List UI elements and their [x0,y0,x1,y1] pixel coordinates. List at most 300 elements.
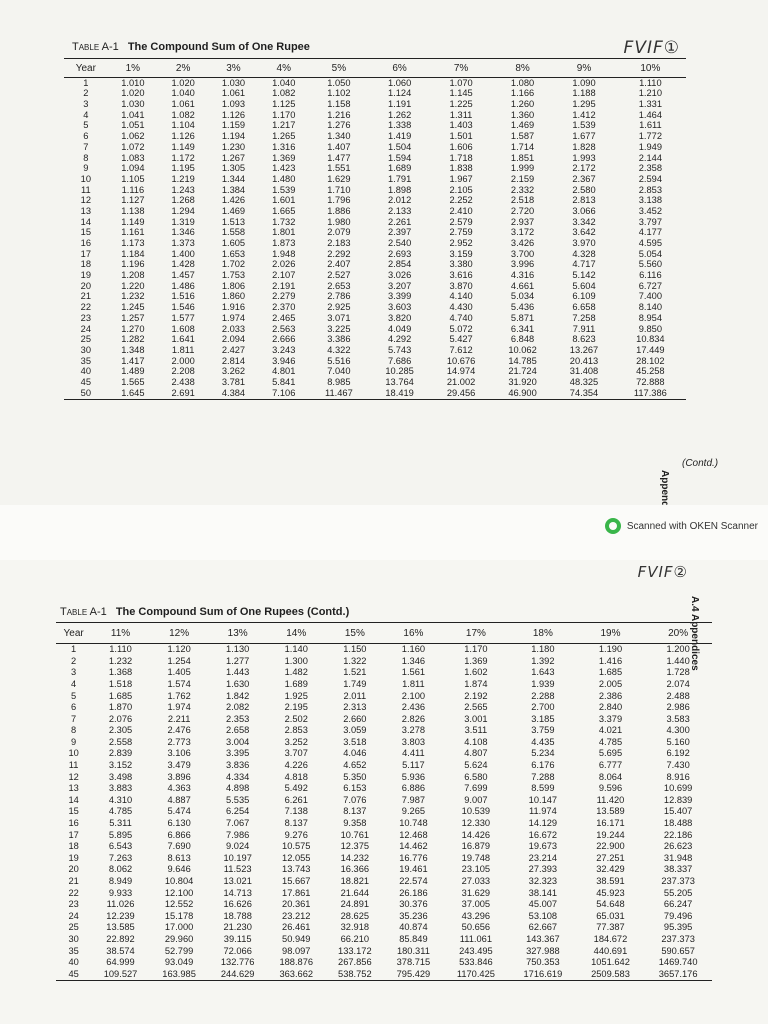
value-cell: 2.305 [108,725,133,736]
year-cell: 3 [71,667,77,678]
rate-column-header: 11% [91,623,150,644]
year-cell: 4 [71,678,77,689]
value-cell: 1.521 [343,667,367,678]
value-cell: 2.488 [666,690,690,701]
value-cell: 19.748 [461,852,491,863]
value-cell: 8.985 [327,376,351,387]
value-cell: 3.616 [449,270,473,281]
value-cell: 1.195 [171,163,195,174]
value-cell: 1.260 [510,99,535,110]
value-cell: 1.072 [121,141,145,152]
value-cell: 17.861 [282,887,311,898]
value-cell: 4.328 [572,248,596,259]
table-row [56,922,712,934]
value-cell: 1.457 [171,270,195,281]
value-cell: 3.836 [226,760,250,771]
value-cell: 1.210 [638,88,662,99]
value-cell: 1.630 [226,678,250,689]
value-cell: 4.785 [108,806,133,817]
value-cell: 11.420 [596,794,625,805]
table-heading: The Compound Sum of One Rupees (Contd.) [115,606,350,618]
value-cell: 52.799 [164,945,194,956]
value-cell: 3.026 [387,270,412,281]
value-cell: 10.197 [223,852,252,863]
value-cell: 5.054 [638,248,662,259]
value-cell: 9.596 [598,783,623,794]
rate-column-header: 4% [259,59,309,78]
rate-column-header: 5% [309,59,369,78]
value-cell: 1.641 [171,334,195,345]
value-cell: 38.591 [596,876,625,887]
table-row [64,281,686,292]
value-cell: 6.886 [401,783,426,794]
value-cell: 1.561 [401,667,426,678]
value-cell: 12.375 [340,841,370,852]
value-cell: 1.762 [167,690,191,701]
value-cell: 1.368 [108,667,133,678]
value-cell: 6.153 [343,783,367,794]
value-cell: 1.732 [272,216,296,227]
value-cell: 6.727 [638,280,662,291]
value-cell: 1.105 [121,173,145,184]
value-cell: 1.489 [121,366,145,377]
value-cell: 12.552 [164,899,194,910]
value-cell: 2.332 [510,184,535,195]
value-cell: 11.974 [529,806,557,817]
value-cell: 3.278 [401,725,426,736]
value-cell: 1.423 [272,163,296,174]
value-cell: 7.690 [167,841,191,852]
value-cell: 7.288 [531,771,555,782]
value-cell: 1.811 [402,678,425,689]
value-cell: 4.898 [226,783,250,794]
value-cell: 3.946 [272,355,296,366]
year-cell: 15 [80,227,92,238]
value-cell: 45.923 [596,887,625,898]
value-cell: 37.005 [461,899,491,910]
value-cell: 10.062 [508,344,537,355]
value-cell: 180.311 [396,945,430,956]
value-cell: 16.626 [223,899,252,910]
year-cell: 9 [71,736,77,747]
value-cell: 3.426 [510,238,535,248]
value-cell: 1.311 [449,109,473,120]
table-row [56,934,712,946]
value-cell: 11.467 [309,388,369,399]
value-cell: 26.623 [663,841,693,852]
value-cell: 2.580 [572,184,596,195]
value-cell: 6.192 [666,748,690,759]
value-cell: 4.411 [402,748,425,759]
value-cell: 1.138 [121,205,145,216]
year-cell: 10 [80,173,92,184]
value-cell: 28.625 [340,910,370,921]
value-cell: 3.759 [531,725,555,736]
value-cell: 1.749 [343,678,367,689]
value-cell: 7.040 [327,366,351,377]
year-cell: 19 [80,270,92,281]
value-cell: 6.866 [167,829,191,840]
value-cell: 2.579 [449,216,473,227]
year-cell: 5 [83,120,89,131]
rate-column-header: 12% [150,623,209,644]
value-cell: 2.033 [221,323,246,334]
value-cell: 1.440 [666,655,690,666]
value-cell: 7.138 [284,806,308,817]
value-cell: 85.849 [399,933,428,944]
value-cell: 79.496 [663,910,693,921]
value-cell: 2.465 [272,312,296,323]
value-cell: 1.170 [272,109,296,120]
value-cell: 23.214 [528,852,558,863]
rate-column-header: 17% [443,623,509,644]
value-cell: 3.870 [449,280,473,291]
value-cell: 1.653 [221,248,246,259]
value-cell: 27.393 [528,864,558,875]
value-cell: 2.144 [638,152,662,163]
value-cell: 3.642 [572,227,596,238]
value-cell: 2.012 [387,195,412,206]
year-cell: 23 [80,312,92,323]
value-cell: 65.031 [596,910,625,921]
value-cell: 18.419 [369,388,430,399]
value-cell: 3.001 [464,713,488,724]
value-cell: 188.876 [279,957,314,968]
value-cell: 62.667 [528,922,558,933]
year-cell: 12 [80,195,92,206]
value-cell: 3.243 [272,344,296,355]
value-cell: 132.776 [220,957,255,968]
table-row [56,864,712,876]
value-cell: 1.685 [108,690,133,701]
value-cell: 1.384 [221,184,246,195]
value-cell: 27.251 [596,852,625,863]
value-cell: 16.776 [399,852,428,863]
value-cell: 1.170 [464,644,488,655]
value-cell: 12.468 [399,829,428,840]
value-cell: 1.428 [171,259,195,270]
table-row [64,335,686,346]
value-cell: 2.367 [572,173,596,184]
value-cell: 16.366 [340,864,370,875]
value-cell: 3.071 [327,312,351,323]
value-cell: 1.225 [449,99,473,110]
value-cell: 1.772 [638,131,662,142]
value-cell: 64.999 [106,957,135,968]
value-cell: 1716.619 [509,969,577,981]
value-cell: 1.061 [171,99,195,110]
value-cell: 1.120 [167,644,191,655]
value-cell: 1.282 [121,334,145,345]
year-cell: 4 [83,109,89,120]
value-cell: 1.158 [327,99,351,110]
table-row [56,887,712,899]
value-cell: 3.004 [226,736,250,747]
value-cell: 13.267 [569,344,599,355]
table-row [56,795,712,807]
value-cell: 14.232 [340,852,370,863]
year-cell: 6 [71,702,77,713]
table-row [56,783,712,795]
value-cell: 1.702 [221,259,246,270]
value-cell: 8.064 [598,771,623,782]
value-cell: 45.007 [528,899,558,910]
value-cell: 5.535 [226,794,250,805]
value-cell: 74.354 [553,388,614,399]
value-cell: 2.563 [272,323,296,334]
value-cell: 2.786 [327,291,351,302]
value-cell: 1.419 [387,131,412,142]
value-cell: 14.426 [461,829,491,840]
table-row [64,121,686,132]
value-cell: 1.295 [572,99,596,110]
value-cell: 2.159 [510,173,535,184]
value-cell: 5.841 [272,376,296,387]
year-cell: 6 [83,131,89,142]
year-cell: 21 [68,876,79,887]
value-cell: 1.277 [226,655,250,666]
value-cell: 1.518 [108,678,133,689]
value-cell: 2.410 [449,205,473,216]
value-cell: 1.464 [638,109,662,120]
year-cell: 12 [68,771,79,782]
value-cell: 2.700 [531,702,555,713]
table-row [64,89,686,100]
value-cell: 1.469 [221,205,246,216]
value-cell: 5.624 [464,760,488,771]
value-cell: 10.834 [636,334,665,345]
value-cell: 5.142 [572,270,596,281]
value-cell: 66.247 [663,899,693,910]
value-cell: 10.676 [446,355,476,366]
value-cell: 2.565 [464,702,488,713]
value-cell: 19.673 [528,841,558,852]
value-cell: 5.160 [666,736,690,747]
value-cell: 1.791 [387,173,412,184]
value-cell: 1.539 [572,120,596,131]
value-cell: 2509.583 [577,969,645,981]
value-cell: 1.860 [221,291,246,302]
value-cell: 5.072 [449,323,473,334]
value-cell: 38.337 [663,864,693,875]
value-cell: 1.159 [221,120,246,131]
value-cell: 1.262 [387,109,412,120]
value-cell: 1.689 [387,163,412,174]
value-cell: 8.916 [666,771,690,782]
value-cell: 53.108 [528,910,558,921]
table-row [64,260,686,271]
table-row [64,292,686,303]
year-cell: 14 [80,216,92,227]
value-cell: 2.853 [284,725,308,736]
value-cell: 163.985 [150,969,209,981]
value-cell: 267.856 [338,957,372,968]
value-cell: 12.239 [106,910,135,921]
value-cell: 1.344 [221,173,246,184]
table-row [64,249,686,260]
value-cell: 5.695 [598,748,623,759]
value-cell: 21.230 [223,922,252,933]
value-cell: 1.041 [121,109,145,120]
year-cell: 15 [68,806,79,817]
value-cell: 5.895 [108,829,133,840]
value-cell: 1.149 [121,216,145,227]
table-row [56,760,712,772]
value-cell: 2.826 [401,713,426,724]
value-cell: 7.430 [666,760,690,771]
value-cell: 1.842 [226,690,250,701]
value-cell: 2.854 [387,259,412,270]
value-cell: 11.026 [106,899,135,910]
value-cell: 10.575 [282,841,311,852]
value-cell: 10.539 [461,806,491,817]
value-cell: 2.094 [221,334,246,345]
year-cell: 16 [68,818,79,829]
value-cell: 2.594 [638,173,662,184]
value-cell: 8.613 [167,852,191,863]
rate-column-header: 20% [644,623,712,644]
value-cell: 1.322 [343,655,367,666]
value-cell: 1.643 [531,667,555,678]
value-cell: 1.190 [598,644,623,655]
value-cell: 1.400 [171,248,195,259]
value-cell: 2.925 [327,302,351,313]
value-cell: 3.781 [221,376,246,387]
value-cell: 2.397 [387,227,412,238]
value-cell: 48.325 [569,376,599,387]
value-cell: 1.677 [572,131,596,142]
scanner-label: Scanned with OKEN Scanner [626,520,758,532]
rate-column-header: 14% [267,623,326,644]
value-cell: 2.172 [572,163,596,174]
value-cell: 7.612 [449,344,473,355]
value-cell: 10.285 [385,366,414,377]
value-cell: 15.178 [164,910,194,921]
handwritten-note: FVIF② [637,563,688,581]
value-cell: 1.558 [221,227,246,238]
value-cell: 3.379 [598,713,623,724]
value-cell: 2.773 [167,736,191,747]
value-cell: 3.185 [531,713,555,724]
value-cell: 21.724 [508,366,537,377]
table-row [64,238,686,249]
value-cell: 27.033 [461,876,491,887]
value-cell: 1.093 [221,99,246,110]
value-cell: 6.341 [510,323,535,334]
value-cell: 1.874 [464,678,488,689]
table-number: Table A-1 [60,606,107,618]
value-cell: 1.338 [387,120,412,131]
value-cell: 7.258 [572,312,596,323]
value-cell: 2.759 [449,227,473,238]
table-row [64,345,686,356]
rate-column-header: 2% [158,59,208,78]
value-cell: 2.105 [449,184,473,195]
value-cell: 50.949 [282,933,311,944]
value-cell: 1.030 [221,77,246,88]
value-cell: 4.887 [167,794,191,805]
value-cell: 35.236 [399,910,428,921]
value-cell: 2.183 [327,238,351,248]
value-cell: 1.486 [171,280,195,291]
value-cell: 14.129 [528,818,558,829]
header-row [56,623,712,644]
value-cell: 1.243 [171,184,195,195]
value-cell: 2.720 [510,205,535,216]
value-cell: 1.999 [510,163,535,174]
value-cell: 3.159 [449,248,473,259]
value-cell: 2.074 [666,678,690,689]
value-cell: 3.511 [464,725,488,736]
value-cell: 5.560 [638,259,662,270]
value-cell: 9.933 [108,887,133,898]
value-cell: 3.225 [327,323,351,334]
value-cell: 1.188 [572,88,596,99]
table-row [64,217,686,228]
value-cell: 4.435 [531,736,555,747]
value-cell: 1.426 [221,195,246,206]
value-cell: 1.127 [121,195,145,206]
value-cell: 1.685 [598,667,623,678]
value-cell: 1.602 [464,667,488,678]
value-cell: 1.040 [272,77,296,88]
value-cell: 30.376 [399,899,428,910]
value-cell: 1.160 [401,644,426,655]
value-cell: 8.954 [638,312,662,323]
value-cell: 3.700 [510,248,535,259]
value-cell: 1.200 [666,644,690,655]
value-cell: 29.456 [430,388,491,399]
rate-column-header: 3% [208,59,258,78]
rate-column-header: 18% [509,623,577,644]
value-cell: 3.970 [572,238,596,248]
value-cell: 3.152 [108,760,133,771]
value-cell: 13.021 [223,876,252,887]
value-cell: 1.948 [272,248,296,259]
value-cell: 10.748 [399,818,428,829]
value-cell: 2.313 [343,702,367,713]
year-cell: 50 [64,388,108,399]
table-row [56,830,712,842]
value-cell: 3.059 [343,725,367,736]
value-cell: 4.652 [343,760,367,771]
value-cell: 22.892 [106,933,135,944]
value-cell: 6.130 [167,818,191,829]
value-cell: 14.462 [399,841,428,852]
value-cell: 1.208 [121,270,145,281]
value-cell: 19.244 [596,829,625,840]
value-cell: 26.461 [282,922,311,933]
table-row [56,748,712,760]
value-cell: 1.482 [284,667,308,678]
value-cell: 22.186 [663,829,693,840]
value-cell: 10.804 [164,876,194,887]
value-cell: 12.100 [164,887,194,898]
value-cell: 4.292 [387,334,412,345]
table-row [56,679,712,691]
value-cell: 1.124 [387,88,412,99]
value-cell: 9.358 [343,818,367,829]
table-row [64,110,686,121]
value-cell: 1.477 [327,152,351,163]
value-cell: 4.226 [284,760,308,771]
value-cell: 3.138 [638,195,662,206]
value-cell: 1.130 [226,644,250,655]
value-cell: 18.788 [223,910,252,921]
value-cell: 1.232 [121,291,145,302]
value-cell: 1.574 [167,678,191,689]
value-cell: 4.363 [167,783,191,794]
